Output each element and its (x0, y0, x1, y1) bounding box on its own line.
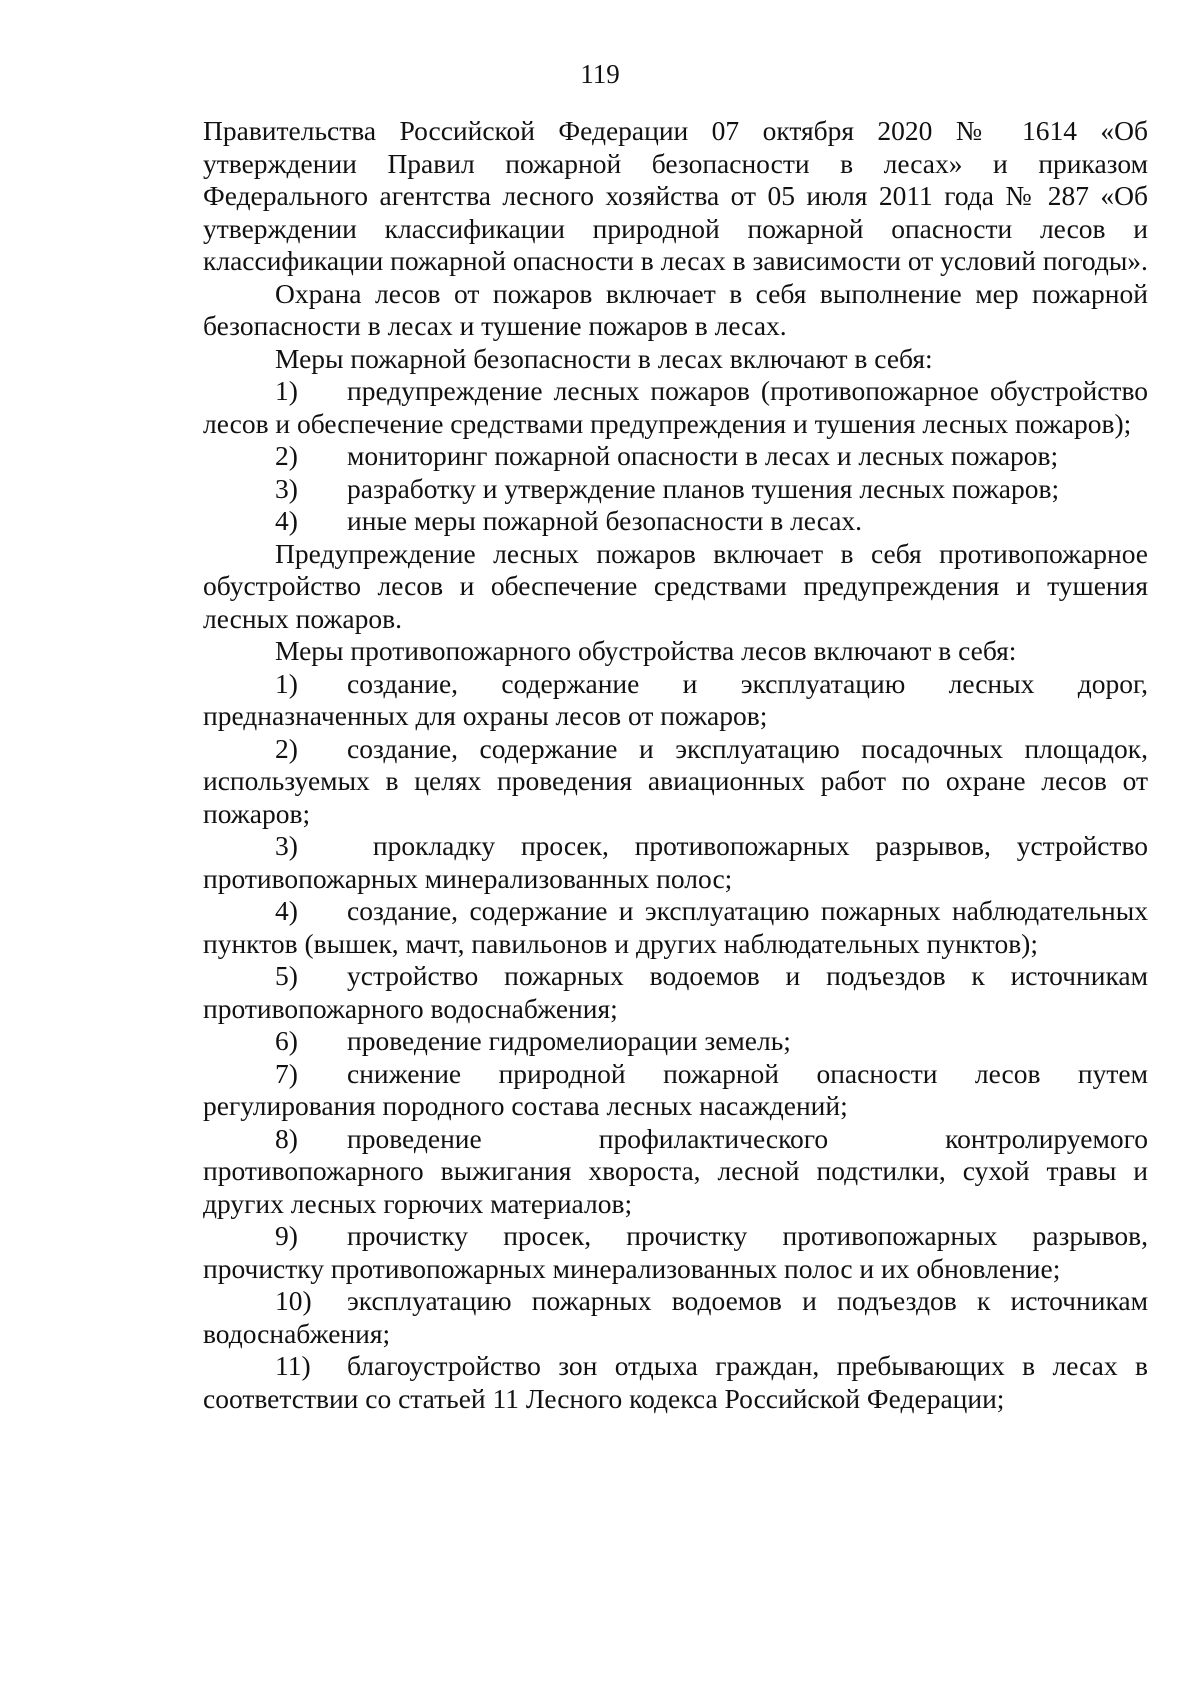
list-item-number: 3) (275, 472, 298, 504)
list-item-text: благоустройство зон отдыха граждан, пребывающих в лесах в соответствии со статьей 11 Лесного кодекса Российской Федерации; (203, 1350, 1148, 1414)
list-item-text: создание, содержание и эксплуатацию посадочных площадок, используемых в целях проведения авиационных работ по охране лесов от пожаров; (203, 732, 1148, 829)
list-item (203, 440, 1148, 473)
list-item-text: разработку и утверждение планов тушения лесных пожаров; (347, 472, 1060, 504)
list-item (203, 895, 1148, 960)
page-number: 119 (580, 59, 620, 89)
list-item (203, 1123, 1148, 1221)
list-item-text: проведение профилактического контролируемого противопожарного выжигания хвороста, лесной подстилки, сухой травы и других лесных горючих материалов; (203, 1122, 1148, 1219)
list-item (203, 960, 1148, 1025)
list-item-number: 4) (275, 895, 298, 926)
list-item-number: 1) (275, 375, 298, 406)
paragraph-fire-protection: Охрана лесов от пожаров включает в себя выполнение мер пожарной безопасности в лесах и тушение пожаров в лесах. (203, 277, 1148, 341)
document-body (203, 115, 1148, 1415)
list-item-number: 8) (275, 1122, 298, 1154)
list-item-text: предупреждение лесных пожаров (противопожарное обустройство лесов и обеспечение средствами предупреждения и тушения лесных пожаров); (203, 375, 1148, 439)
list-item (203, 375, 1148, 440)
list-item-number: 7) (275, 1057, 298, 1089)
list-item-text: мониторинг пожарной опасности в лесах и лесных пожаров; (347, 440, 1059, 471)
paragraph-fire-prevention: Предупреждение лесных пожаров включает в себя противопожарное обустройство лесов и обеспечение средствами предупреждения и тушения лесных пожаров. (203, 537, 1148, 634)
list-item-number: 11) (275, 1350, 311, 1381)
arrangement-measures-list (203, 668, 1148, 1416)
list-item-number: 6) (275, 1025, 298, 1056)
list-item-text: создание, содержание и эксплуатацию лесных дорог, предназначенных для охраны лесов от пожаров; (203, 667, 1148, 731)
list-item-text: прокладку просек, противопожарных разрывов, устройство противопожарных минерализованных полос; (203, 830, 1148, 894)
paragraph-safety-measures-heading: Меры пожарной безопасности в лесах включают в себя: (275, 342, 933, 374)
list-item-text: иные меры пожарной безопасности в лесах. (347, 505, 863, 536)
list-item-text: эксплуатацию пожарных водоемов и подъездов к источникам водоснабжения; (203, 1285, 1148, 1349)
list-item-text: прочистку просек, прочистку противопожарных разрывов, прочистку противопожарных минерализованных полос и их обновление; (203, 1220, 1148, 1284)
list-item (203, 505, 1148, 538)
paragraph-arrangement-heading: Меры противопожарного обустройства лесов включают в себя: (275, 635, 1017, 666)
paragraph-intro: Правительства Российской Федерации 07 октября 2020 № 1614 «Об утверждении Правил пожарной безопасности в лесах» и приказом Федерального агентства лесного хозяйства от 05 июля 2011 года № 287 «Об утверждении классификации природной пожарной опасности лесов и классификации пожарной опасности в лесах в зависимости от условий погоды». (203, 115, 1148, 276)
list-item-number: 10) (275, 1285, 312, 1316)
list-item-number: 3) (275, 830, 298, 861)
list-item-number: 9) (275, 1220, 298, 1251)
list-item-number: 1) (275, 667, 298, 699)
list-item (203, 1058, 1148, 1123)
list-item-number: 4) (275, 505, 298, 536)
list-item-text: проведение гидромелиорации земель; (347, 1025, 791, 1056)
safety-measures-list (203, 375, 1148, 538)
list-item (203, 1285, 1148, 1350)
list-item (203, 1025, 1148, 1058)
list-item (203, 830, 1148, 895)
list-item-text: устройство пожарных водоемов и подъездов к источникам противопожарного водоснабжения; (203, 960, 1148, 1024)
list-item-text: снижение природной пожарной опасности лесов путем регулирования породного состава лесных насаждений; (203, 1057, 1148, 1121)
list-item (203, 473, 1148, 506)
list-item-number: 2) (275, 732, 298, 764)
list-item (203, 1220, 1148, 1285)
list-item (203, 668, 1148, 733)
list-item (203, 733, 1148, 831)
list-item-number: 5) (275, 960, 298, 991)
list-item (203, 1350, 1148, 1415)
list-item-text: создание, содержание и эксплуатацию пожарных наблюдательных пунктов (вышек, мачт, павильонов и других наблюдательных пунктов); (203, 895, 1148, 959)
list-item-number: 2) (275, 440, 298, 471)
